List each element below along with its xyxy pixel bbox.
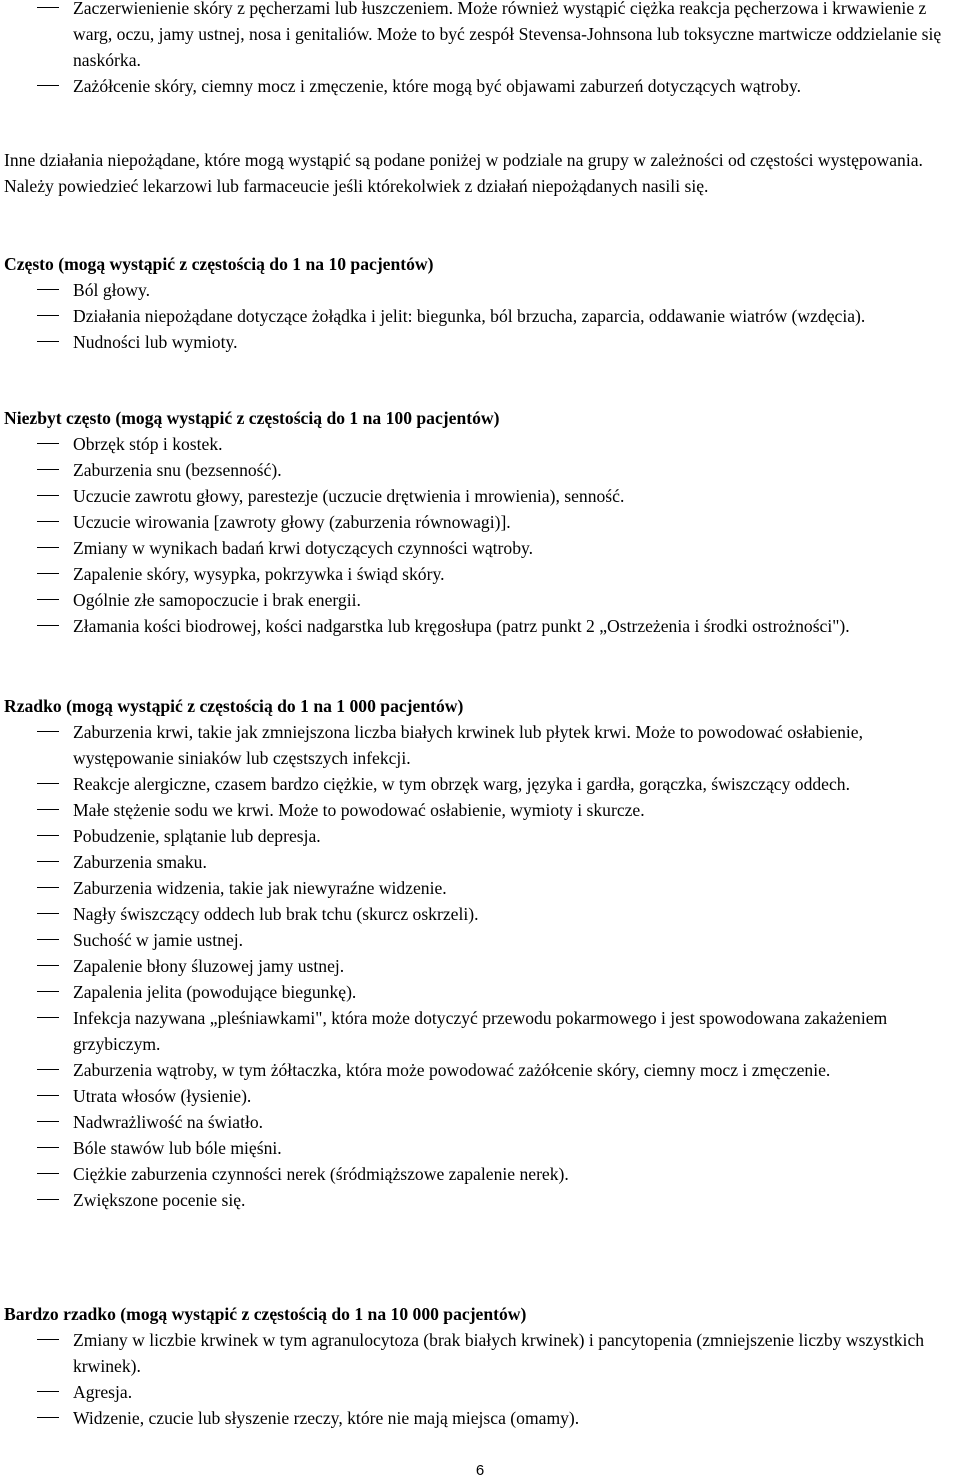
dash-bullet-icon	[37, 887, 59, 888]
section-heading: Często (mogą wystąpić z częstością do 1 na 10 pacjentów)	[4, 254, 434, 274]
dash-bullet-icon	[37, 289, 59, 290]
list-item	[0, 535, 960, 561]
list-item	[0, 1405, 960, 1431]
list-item-text: Zmiany w liczbie krwinek w tym agranulocytoza (brak białych krwinek) i pancytopenia (zmniejszenie liczby wszystkich krwinek).	[73, 1330, 925, 1376]
list-item	[0, 483, 960, 509]
list-item-text: Nagły świszczący oddech lub brak tchu (skurcz oskrzeli).	[73, 904, 479, 924]
list-item	[0, 1379, 960, 1405]
list-item-text: Obrzęk stóp i kostek.	[73, 434, 223, 454]
list-item-text: Reakcje alergiczne, czasem bardzo ciężkie, w tym obrzęk warg, języka i gardła, gorączka, świszczący oddech.	[73, 774, 850, 794]
list-item	[0, 277, 960, 303]
list-item	[0, 73, 960, 99]
list-item	[0, 1161, 960, 1187]
list-item-text: Utrata włosów (łysienie).	[73, 1086, 252, 1106]
list-item	[0, 797, 960, 823]
page-number: 6	[475, 1462, 485, 1479]
section-rare	[0, 693, 960, 1213]
dash-bullet-icon	[37, 913, 59, 914]
list-item-text: Infekcja nazywana „pleśniawkami", która może dotyczyć przewodu pokarmowego i jest spowodowana zakażeniem grzybiczym.	[73, 1008, 888, 1054]
list-item-text: Zaburzenia wątroby, w tym żółtaczka, która może powodować zażółcenie skóry, ciemny mocz i zmęczenie.	[73, 1060, 831, 1080]
list-item-text: Zaburzenia snu (bezsenność).	[73, 460, 282, 480]
dash-bullet-icon	[37, 861, 59, 862]
dash-bullet-icon	[37, 547, 59, 548]
list-item	[0, 927, 960, 953]
dash-bullet-icon	[37, 939, 59, 940]
list-item-text: Zwiększone pocenie się.	[73, 1190, 246, 1210]
section-common	[0, 251, 960, 355]
list-item-text: Widzenie, czucie lub słyszenie rzeczy, które nie mają miejsca (omamy).	[73, 1408, 580, 1428]
list-item-text: Zapalenia jelita (powodujące biegunkę).	[73, 982, 357, 1002]
dash-bullet-icon	[37, 809, 59, 810]
section-heading: Niezbyt często (mogą wystąpić z częstością do 1 na 100 pacjentów)	[4, 408, 500, 428]
list-item	[0, 561, 960, 587]
list-item-text: Ciężkie zaburzenia czynności nerek (śródmiąższowe zapalenie nerek).	[73, 1164, 569, 1184]
dash-bullet-icon	[37, 731, 59, 732]
section-heading: Rzadko (mogą wystąpić z częstością do 1 na 1 000 pacjentów)	[4, 696, 464, 716]
list-item	[0, 875, 960, 901]
dash-bullet-icon	[37, 991, 59, 992]
bullet-list	[0, 719, 960, 1213]
list-item-text: Zaburzenia krwi, takie jak zmniejszona liczba białych krwinek lub płytek krwi. Może to powodować osłabienie, występowanie siniaków lub częstszych infekcji.	[73, 722, 863, 768]
dash-bullet-icon	[37, 1121, 59, 1122]
list-item	[0, 457, 960, 483]
bullet-list	[0, 431, 960, 639]
list-item-text: Małe stężenie sodu we krwi. Może to powodować osłabienie, wymioty i skurcze.	[73, 800, 645, 820]
dash-bullet-icon	[37, 625, 59, 626]
dash-bullet-icon	[37, 341, 59, 342]
dash-bullet-icon	[37, 7, 59, 8]
list-item-text: Zaburzenia widzenia, takie jak niewyraźne widzenie.	[73, 878, 447, 898]
section-serious-effects	[0, 0, 960, 99]
list-item-text: Nadwrażliwość na światło.	[73, 1112, 264, 1132]
dash-bullet-icon	[37, 1069, 59, 1070]
list-item	[0, 849, 960, 875]
list-item	[0, 979, 960, 1005]
section-uncommon	[0, 405, 960, 639]
dash-bullet-icon	[37, 599, 59, 600]
list-item	[0, 1327, 960, 1379]
list-item-text: Bóle stawów lub bóle mięśni.	[73, 1138, 282, 1158]
list-item-text: Zapalenie skóry, wysypka, pokrzywka i świąd skóry.	[73, 564, 445, 584]
dash-bullet-icon	[37, 1095, 59, 1096]
list-item	[0, 303, 960, 329]
list-item-text: Zmiany w wynikach badań krwi dotyczących czynności wątroby.	[73, 538, 534, 558]
section-intro	[0, 147, 960, 199]
list-item-text: Złamania kości biodrowej, kości nadgarstka lub kręgosłupa (patrz punkt 2 „Ostrzeżenia i środki ostrożności").	[73, 616, 850, 636]
intro-paragraph: Inne działania niepożądane, które mogą wystąpić są podane poniżej w podziale na grupy w zależności od częstości występowania. Należy powiedzieć lekarzowi lub farmaceucie jeśli którekolwiek z działań niepożądanych nasili się.	[4, 150, 923, 196]
list-item	[0, 1083, 960, 1109]
list-item-text: Agresja.	[73, 1382, 133, 1402]
list-item	[0, 613, 960, 639]
list-item-text: Ból głowy.	[73, 280, 151, 300]
list-item	[0, 1057, 960, 1083]
list-item	[0, 1109, 960, 1135]
dash-bullet-icon	[37, 315, 59, 316]
dash-bullet-icon	[37, 469, 59, 470]
dash-bullet-icon	[37, 1417, 59, 1418]
dash-bullet-icon	[37, 1173, 59, 1174]
dash-bullet-icon	[37, 1391, 59, 1392]
dash-bullet-icon	[37, 965, 59, 966]
dash-bullet-icon	[37, 443, 59, 444]
list-item	[0, 329, 960, 355]
dash-bullet-icon	[37, 1147, 59, 1148]
list-item	[0, 1005, 960, 1057]
dash-bullet-icon	[37, 573, 59, 574]
list-item-text: Zaburzenia smaku.	[73, 852, 207, 872]
list-item	[0, 431, 960, 457]
list-item-text: Ogólnie złe samopoczucie i brak energii.	[73, 590, 361, 610]
dash-bullet-icon	[37, 521, 59, 522]
bullet-list	[0, 0, 960, 99]
dash-bullet-icon	[37, 783, 59, 784]
list-item	[0, 1187, 960, 1213]
list-item-text: Działania niepożądane dotyczące żołądka i jelit: biegunka, ból brzucha, zaparcia, oddawanie wiatrów (wzdęcia).	[73, 306, 866, 326]
list-item-text: Uczucie zawrotu głowy, parestezje (uczucie drętwienia i mrowienia), senność.	[73, 486, 625, 506]
list-item	[0, 719, 960, 771]
list-item	[0, 771, 960, 797]
list-item-text: Nudności lub wymioty.	[73, 332, 238, 352]
list-item-text: Zaczerwienienie skóry z pęcherzami lub łuszczeniem. Może również wystąpić ciężka reakcja pęcherzowa i krwawienie z warg, oczu, jamy ustnej, nosa i genitaliów. Może to być zespół Stevensa-Johnsona lub toksyczne martwicze oddzielanie się naskórka.	[73, 0, 942, 70]
list-item	[0, 953, 960, 979]
list-item-text: Zażółcenie skóry, ciemny mocz i zmęczenie, które mogą być objawami zaburzeń dotyczących wątroby.	[73, 76, 802, 96]
list-item-text: Suchość w jamie ustnej.	[73, 930, 244, 950]
dash-bullet-icon	[37, 1199, 59, 1200]
list-item-text: Zapalenie błony śluzowej jamy ustnej.	[73, 956, 345, 976]
list-item	[0, 509, 960, 535]
list-item	[0, 1135, 960, 1161]
dash-bullet-icon	[37, 1017, 59, 1018]
bullet-list	[0, 1327, 960, 1431]
dash-bullet-icon	[37, 1339, 59, 1340]
dash-bullet-icon	[37, 495, 59, 496]
bullet-list	[0, 277, 960, 355]
dash-bullet-icon	[37, 835, 59, 836]
list-item	[0, 587, 960, 613]
list-item-text: Pobudzenie, splątanie lub depresja.	[73, 826, 321, 846]
section-very-rare	[0, 1301, 960, 1431]
dash-bullet-icon	[37, 85, 59, 86]
list-item	[0, 0, 960, 73]
list-item-text: Uczucie wirowania [zawroty głowy (zaburzenia równowagi)].	[73, 512, 511, 532]
list-item	[0, 823, 960, 849]
section-heading: Bardzo rzadko (mogą wystąpić z częstością do 1 na 10 000 pacjentów)	[4, 1304, 527, 1324]
list-item	[0, 901, 960, 927]
